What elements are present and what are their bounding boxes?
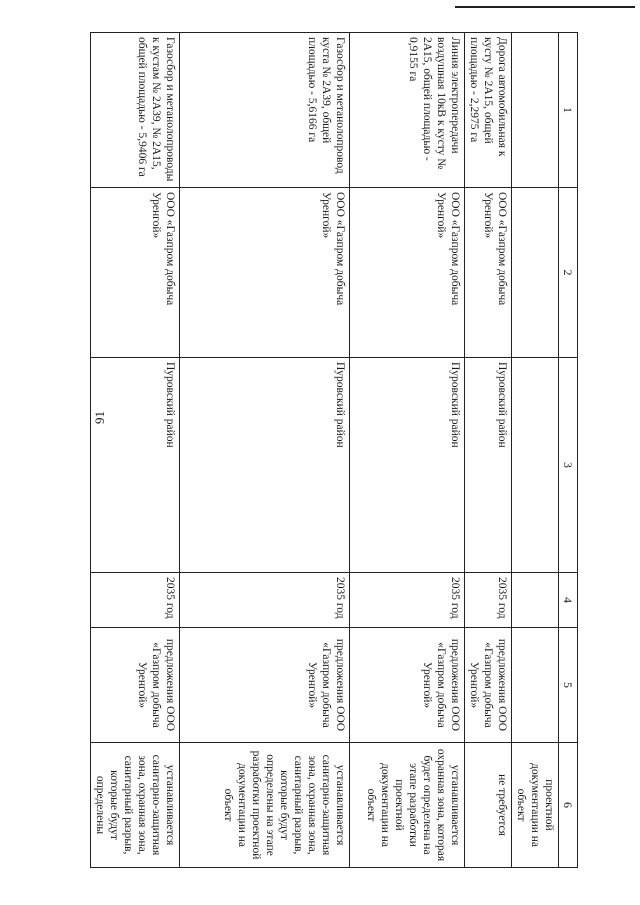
column-number: 4 <box>559 573 578 628</box>
rotated-table-sheet <box>94 32 578 867</box>
object-cell: Дорога автомобильная к кусту № 2А15, общей площадью - 2,2975 га <box>465 33 512 188</box>
table-row <box>180 33 350 868</box>
continuation-row <box>512 33 559 868</box>
year-cell: 2035 год <box>180 573 350 628</box>
column-numbers-row <box>559 33 578 868</box>
zone-cell: не требуется <box>465 743 512 868</box>
document-table <box>90 32 578 868</box>
zone-cell: устанавливается санитарно-защитная зона, охранная зона, санитарный разрыв, которые будут определены на этапе разработки проектной документации на объект <box>180 743 350 868</box>
source-cell: предложения ООО «Газпром добыча Уренгой» <box>180 628 350 743</box>
zone-cell: устанавливается охранная зона, которая будет определена на этапе разработки проектной документации на объект <box>350 743 465 868</box>
object-cell: Газосбор и метанолопроводы к кустам № 2А39, № 2А15, общей площадью - 5,9406 га <box>91 33 180 188</box>
district-cell: Пуровский район <box>180 358 350 573</box>
column-number: 3 <box>559 358 578 573</box>
district-cell: Пуровский район <box>91 358 180 573</box>
table-row <box>465 33 512 868</box>
object-cell: Линия электропередачи воздушная 10кВ к кусту № 2А15, общей площадью - 0,9155 га <box>350 33 465 188</box>
owner-cell: ООО «Газпром добыча Уренгой» <box>91 188 180 358</box>
column-number: 6 <box>559 743 578 868</box>
year-cell: 2035 год <box>465 573 512 628</box>
zone-cell: проектной документации на объект <box>512 743 559 868</box>
year-cell: 2035 год <box>91 573 180 628</box>
source-cell: предложения ООО «Газпром добыча Уренгой» <box>350 628 465 743</box>
source-cell: предложения ООО «Газпром добыча Уренгой» <box>91 628 180 743</box>
owner-cell: ООО «Газпром добыча Уренгой» <box>350 188 465 358</box>
table-row <box>91 33 180 868</box>
source-cell: предложения ООО «Газпром добыча Уренгой» <box>465 628 512 743</box>
object-cell: Газосбор и метанолопровод куста № 2А39, общей площадью - 5,6166 га <box>180 33 350 188</box>
zone-cell: устанавливается санитарно-защитная зона, охранная зона, санитарный разрыв, которые будут определены <box>91 743 180 868</box>
column-number: 5 <box>559 628 578 743</box>
table-row <box>350 33 465 868</box>
owner-cell: ООО «Газпром добыча Уренгой» <box>465 188 512 358</box>
top-rule <box>455 6 635 8</box>
district-cell: Пуровский район <box>350 358 465 573</box>
owner-cell: ООО «Газпром добыча Уренгой» <box>180 188 350 358</box>
column-number: 2 <box>559 188 578 358</box>
district-cell: Пуровский район <box>465 358 512 573</box>
column-number: 1 <box>559 33 578 188</box>
page-number: 91 <box>92 411 107 424</box>
year-cell: 2035 год <box>350 573 465 628</box>
